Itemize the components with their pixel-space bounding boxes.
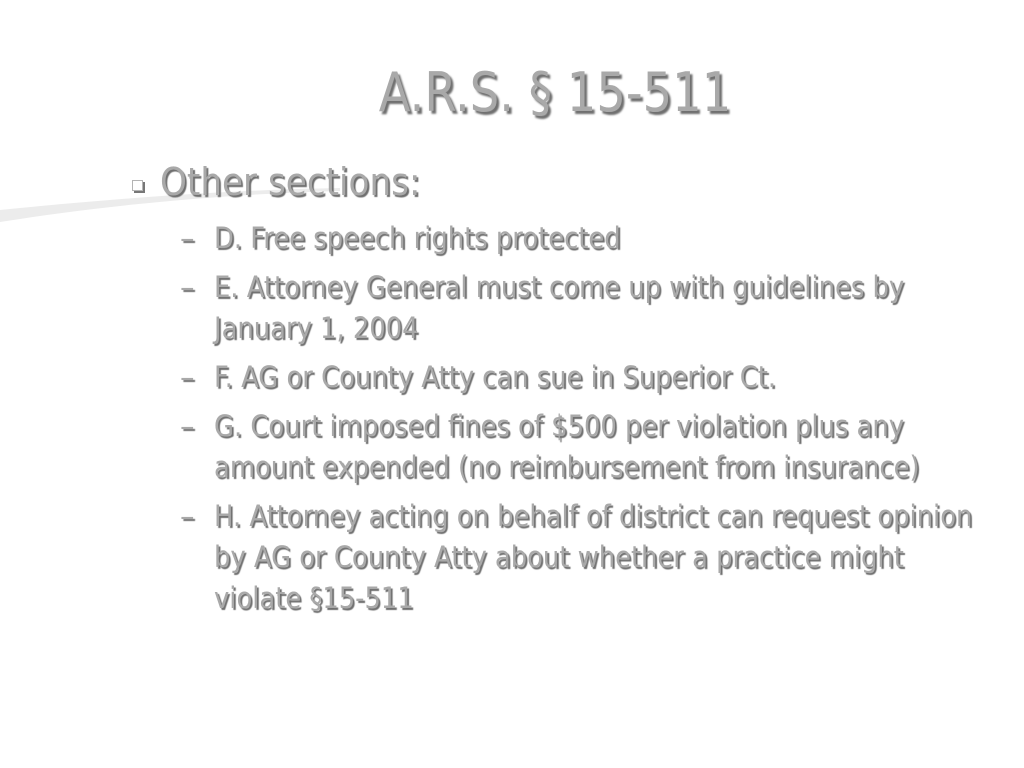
bullet-other-sections xyxy=(132,158,449,206)
sub-bullet-text: G. Court imposed fines of $500 per violation plus any amount expended (no reimbursement from insurance) xyxy=(214,409,920,484)
dash-bullet: – xyxy=(180,499,195,533)
sub-bullet-text: F. AG or County Atty can sue in Superior Ct. xyxy=(214,360,777,394)
sub-bullet-text: D. Free speech rights protected xyxy=(214,221,621,255)
dash-bullet: – xyxy=(180,409,195,443)
sub-bullet-item-e xyxy=(180,267,992,349)
sub-bullet-list xyxy=(180,218,992,627)
dash-bullet: – xyxy=(180,360,195,394)
sub-bullet-item-d xyxy=(180,218,992,259)
sub-bullet-text: H. Attorney acting on behalf of district can request opinion by AG or County Atty about whether a practice might violate §15-511 xyxy=(214,499,973,615)
sub-bullet-text: E. Attorney General must come up with guidelines by January 1, 2004 xyxy=(214,270,905,345)
sub-bullet-item-f xyxy=(180,357,992,398)
sub-bullet-item-h xyxy=(180,496,992,619)
slide-title: A.R.S. § 15-511 xyxy=(378,61,732,124)
square-bullet-icon xyxy=(132,180,143,191)
bullet-text: Other sections: xyxy=(160,160,421,204)
dash-bullet: – xyxy=(180,270,195,304)
sub-bullet-item-g xyxy=(180,406,992,488)
dash-bullet: – xyxy=(180,221,195,255)
